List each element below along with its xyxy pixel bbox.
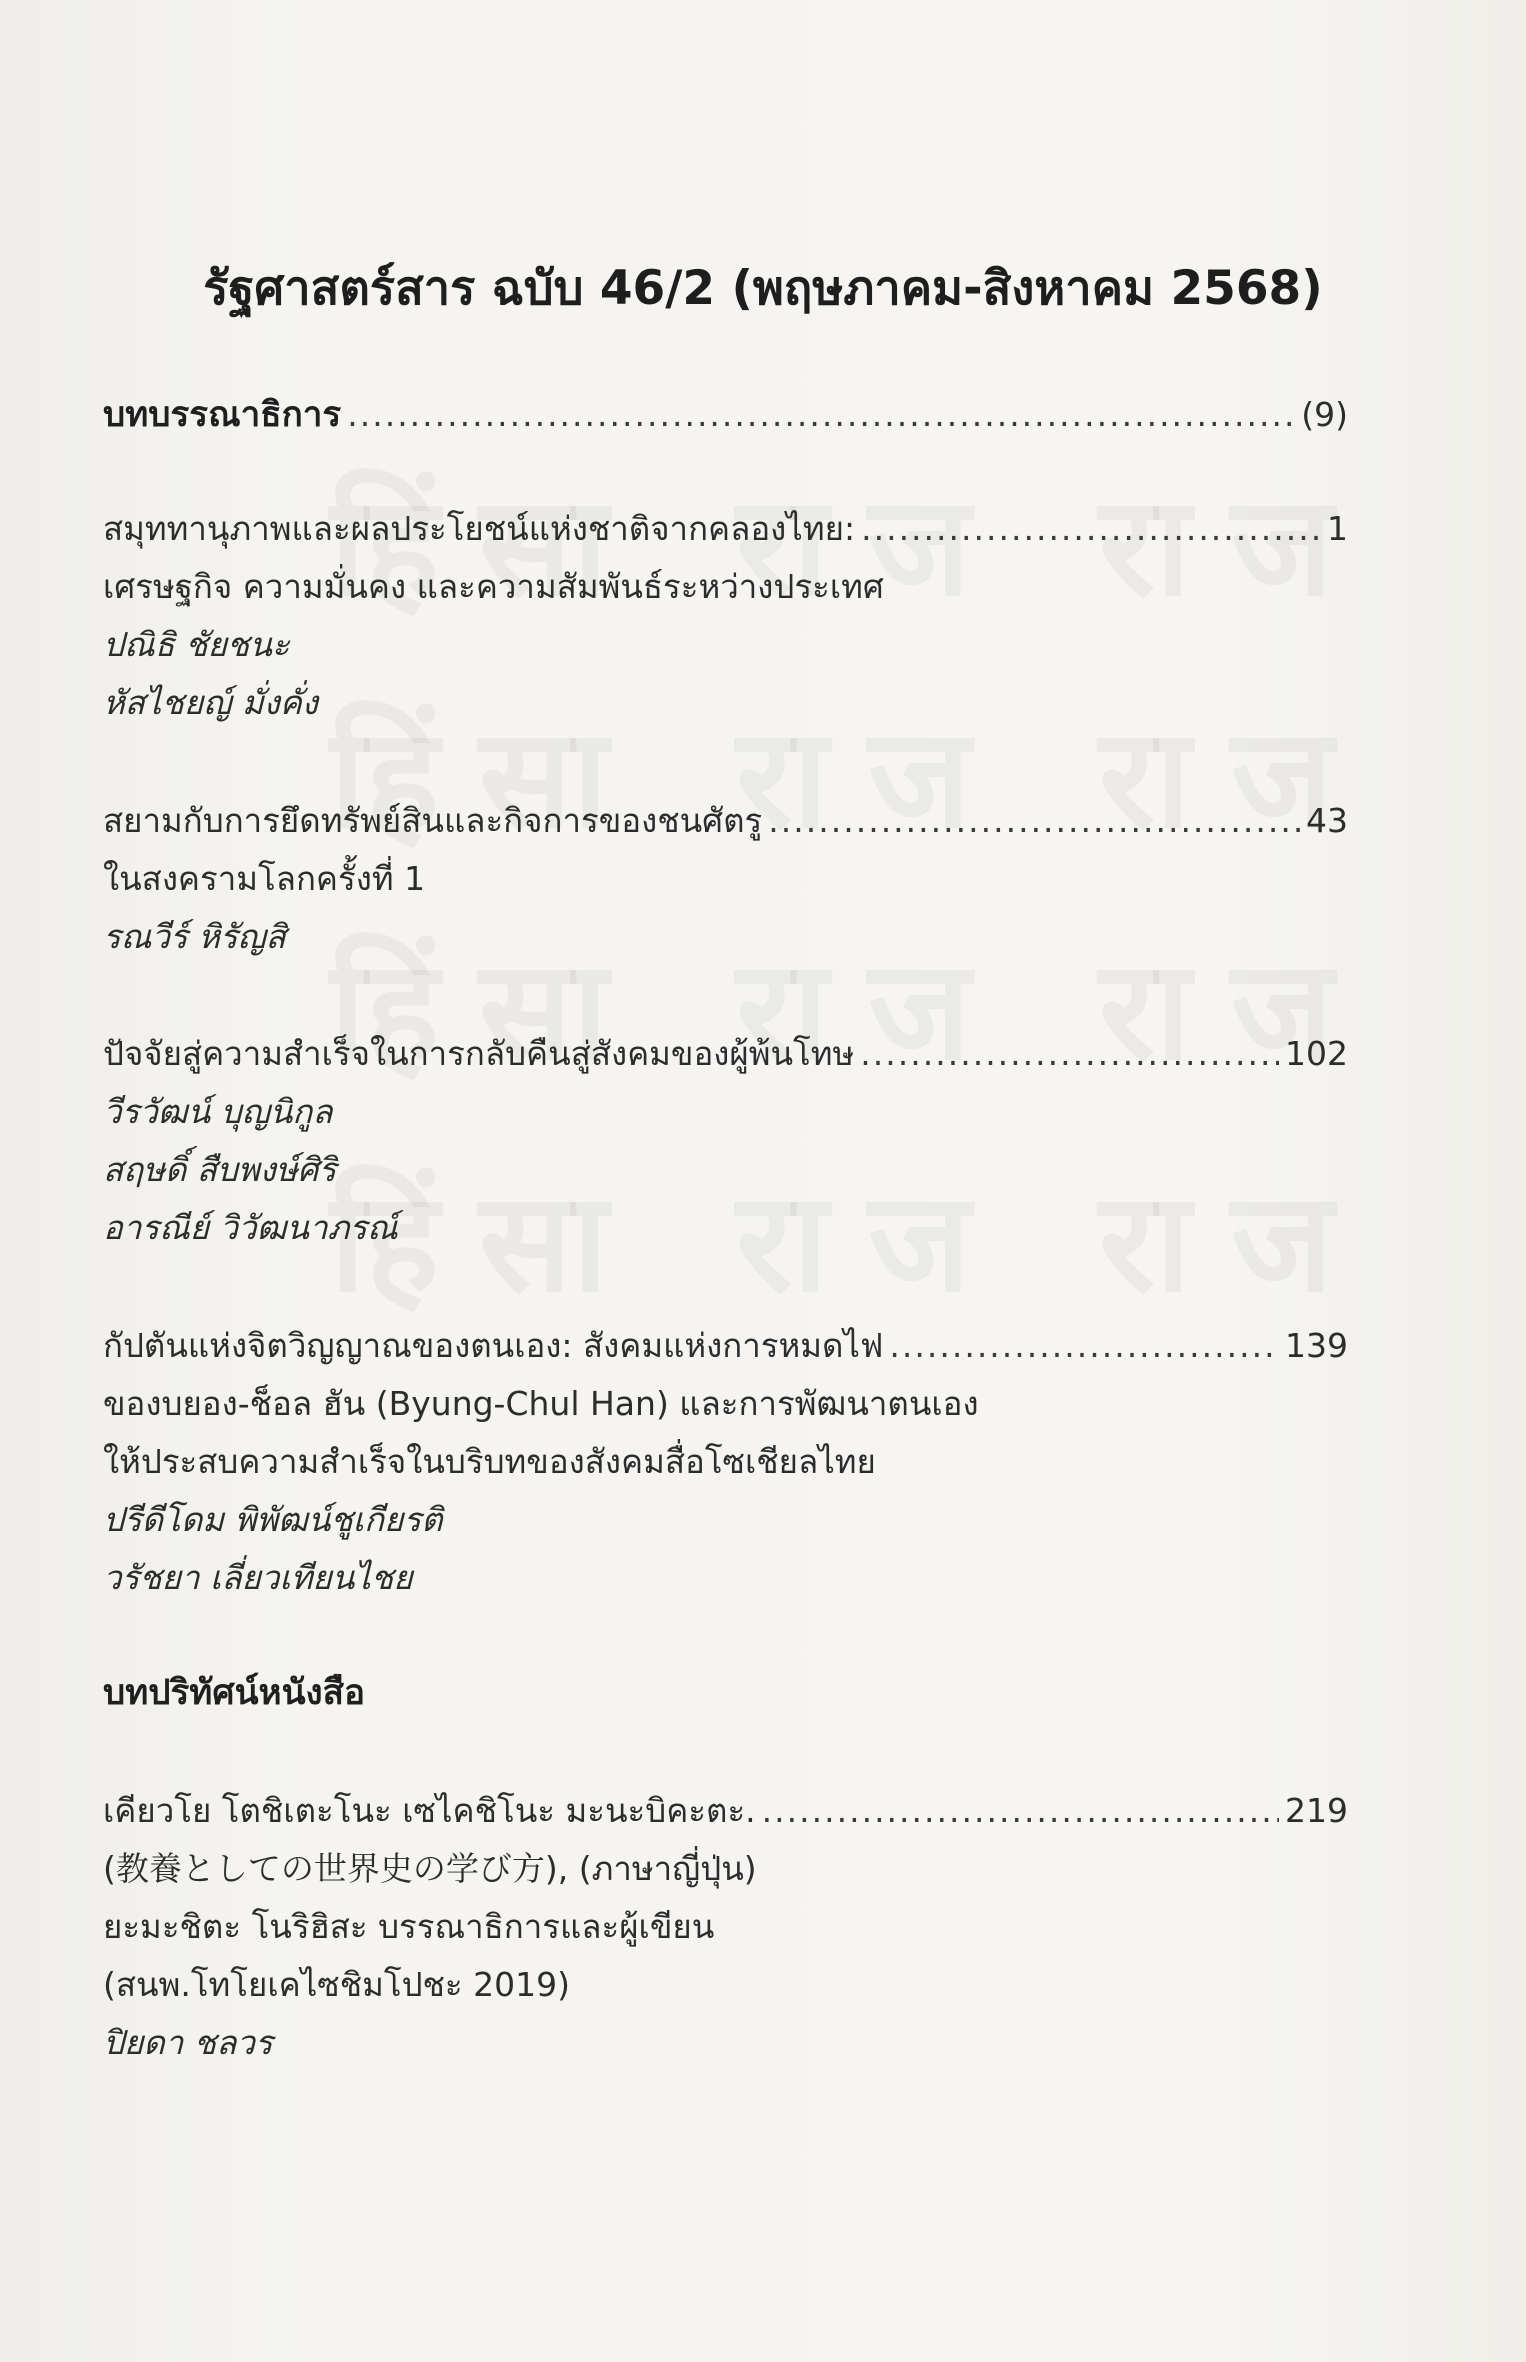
article-title: สมุททานุภาพและผลประโยชน์แห่งชาติจากคลองไทย:: [103, 509, 856, 548]
journal-title: รัฐศาสตร์สาร ฉบับ 46/2 (พฤษภาคม-สิงหาคม 2568): [203, 261, 1323, 316]
article-author: ปณิธิ ชัยชนะ: [103, 625, 290, 664]
book-review-title: เคียวโย โตชิเตะโนะ เซไคชิโนะ มะนะบิคะตะ.: [103, 1791, 756, 1830]
book-review-author: ปิยดา ชลวร: [103, 2023, 273, 2062]
toc-article-4: [103, 1317, 1348, 1607]
article-page: 102: [1285, 1034, 1348, 1073]
article-author: สฤษดิ์ สืบพงษ์ศิริ: [103, 1150, 337, 1189]
article-author: วีรวัฒน์ บุญนิกูล: [103, 1092, 333, 1131]
toc-article-1: [103, 500, 1348, 732]
article-title: ปัจจัยสู่ความสำเร็จในการกลับคืนสู่สังคมของผู้พ้นโทษ: [103, 1034, 855, 1073]
article-author: อารณีย์ วิวัฒนาภรณ์: [103, 1208, 398, 1247]
editorial-label: บทบรรณาธิการ: [103, 395, 342, 435]
leader-dots: [860, 1025, 1279, 1083]
leader-dots: [889, 1317, 1279, 1375]
article-title-continuation: ในสงครามโลกครั้งที่ 1: [103, 859, 426, 898]
article-title: สยามกับการยึดทรัพย์สินและกิจการของชนศัตรู: [103, 801, 763, 840]
article-title-continuation: เศรษฐกิจ ความมั่นคง และความสัมพันธ์ระหว่างประเทศ: [103, 567, 884, 606]
article-page: 1: [1327, 509, 1348, 548]
editorial-page: (9): [1301, 395, 1348, 434]
article-title-continuation: ของบยอง-ช็อล ฮัน (Byung-Chul Han) และการพัฒนาตนเอง: [103, 1384, 979, 1423]
book-review-page: 219: [1285, 1791, 1348, 1830]
book-review-continuation: (教養としての世界史の学び方), (ภาษาญี่ปุ่น): [103, 1849, 757, 1888]
toc-editorial: [103, 385, 1348, 445]
article-author: รณวีร์ หิรัญสิ: [103, 917, 286, 956]
leader-dots: [861, 500, 1321, 558]
leader-dots: [768, 792, 1300, 850]
toc-article-3: [103, 1025, 1348, 1257]
book-review-section: [103, 1665, 1348, 1720]
article-title-continuation: ให้ประสบความสำเร็จในบริบทของสังคมสื่อโซเชียลไทย: [103, 1442, 876, 1481]
toc-article-2: [103, 792, 1348, 966]
article-page: 139: [1285, 1326, 1348, 1365]
article-title: กัปตันแห่งจิตวิญญาณของตนเอง: สังคมแห่งการหมดไฟ: [103, 1326, 884, 1365]
article-author: วรัชยา เลี่ยวเทียนไชย: [103, 1558, 413, 1597]
leader-dots: [347, 385, 1295, 445]
leader-dots: [762, 1782, 1279, 1840]
toc-book-review: [103, 1782, 1348, 2072]
article-author: หัสไชยญ์ มั่งคั่ง: [103, 683, 318, 722]
book-review-continuation: ยะมะชิตะ โนริฮิสะ บรรณาธิการและผู้เขียน: [103, 1907, 715, 1946]
book-review-heading: บทปริทัศน์หนังสือ: [103, 1673, 365, 1713]
article-author: ปรีดีโดม พิพัฒน์ชูเกียรติ: [103, 1500, 443, 1539]
book-review-continuation: (สนพ.โทโยเคไซชิมโปชะ 2019): [103, 1965, 570, 2004]
article-page: 43: [1306, 801, 1348, 840]
